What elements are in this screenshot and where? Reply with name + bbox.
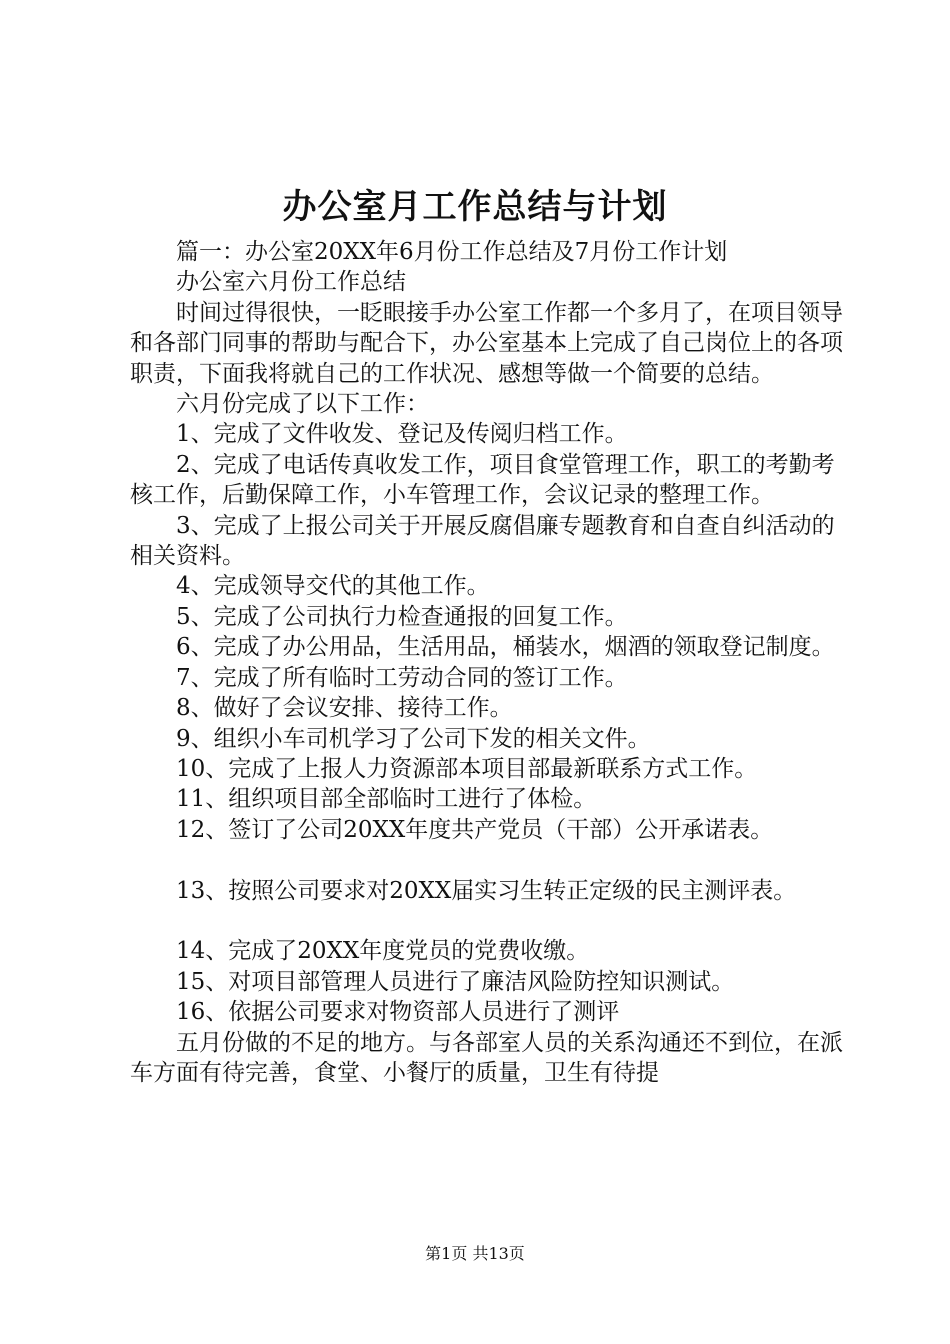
paragraph-shortcomings: 五月份做的不足的地方。与各部室人员的关系沟通还不到位，在派车方面有待完善，食堂、小餐厅的质量，卫生有待提 <box>130 1029 843 1086</box>
paragraph-list-intro: 六月份完成了以下工作： <box>176 391 429 418</box>
list-item: 6、完成了办公用品，生活用品，桶装水，烟酒的领取登记制度。 <box>176 634 835 661</box>
list-item: 4、完成领导交代的其他工作。 <box>176 573 490 600</box>
list-item: 16、依据公司要求对物资部人员进行了测评 <box>176 999 620 1026</box>
document-title: 办公室月工作总结与计划 <box>282 187 668 227</box>
list-item: 2、完成了电话传真收发工作，项目食堂管理工作，职工的考勤考核工作，后勤保障工作，小车管理工作，会议记录的整理工作。 <box>130 451 835 509</box>
list-item: 9、组织小车司机学习了公司下发的相关文件。 <box>176 725 651 752</box>
list-item: 1、完成了文件收发、登记及传阅归档工作。 <box>176 421 628 448</box>
document-body <box>130 237 850 1088</box>
list-item: 10、完成了上报人力资源部本项目部最新联系方式工作。 <box>176 755 758 782</box>
list-item: 8、做好了会议安排、接待工作。 <box>176 695 513 722</box>
list-item: 14、完成了20XX年度党员的党费收缴。 <box>176 938 590 965</box>
list-item: 12、签订了公司20XX年度共产党员（干部）公开承诺表。 <box>176 816 774 843</box>
paragraph-heading: 篇一：办公室20XX年6月份工作总结及7月份工作计划 <box>176 239 728 265</box>
list-item: 15、对项目部管理人员进行了廉洁风险防控知识测试。 <box>176 968 735 995</box>
paragraph-gap <box>130 845 850 875</box>
paragraph-gap <box>130 906 850 936</box>
paragraph-subheading: 办公室六月份工作总结 <box>176 269 406 296</box>
paragraph-intro: 时间过得很快，一眨眼接手办公室工作都一个多月了，在项目领导和各部门同事的帮助与配合下，办公室基本上完成了自己岗位上的各项职责，下面我将就自己的工作状况、感想等做一个简要的总结。 <box>130 299 843 387</box>
page-footer: 第1页 共13页 <box>425 1244 525 1263</box>
list-item: 11、组织项目部全部临时工进行了体检。 <box>176 786 597 813</box>
list-item: 5、完成了公司执行力检查通报的回复工作。 <box>176 603 628 630</box>
list-item: 13、按照公司要求对20XX届实习生转正定级的民主测评表。 <box>176 877 797 904</box>
list-item: 7、完成了所有临时工劳动合同的签订工作。 <box>176 664 628 691</box>
list-item: 3、完成了上报公司关于开展反腐倡廉专题教育和自查自纠活动的相关资料。 <box>130 512 835 570</box>
